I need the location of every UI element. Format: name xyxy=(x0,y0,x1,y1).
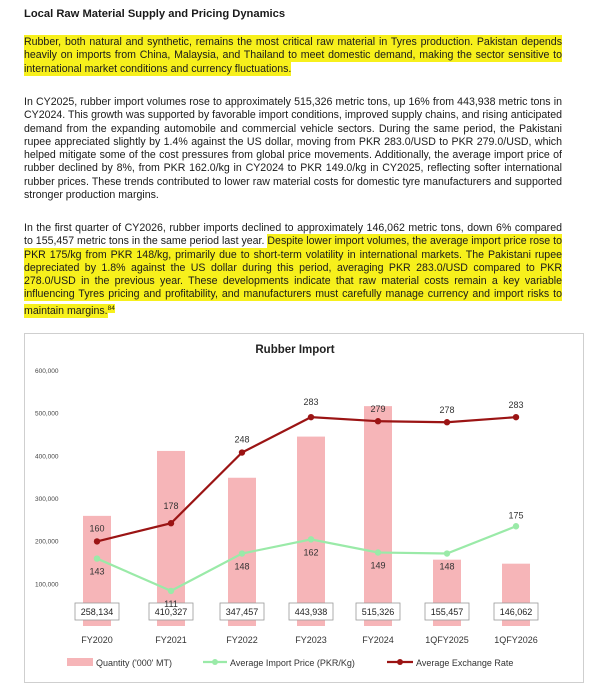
price-label: 148 xyxy=(439,561,455,572)
bar-value-label: 155,457 xyxy=(430,607,464,617)
price-label: 111 xyxy=(164,598,178,609)
exchange-rate-label: 178 xyxy=(163,501,179,512)
price-label: 175 xyxy=(508,510,524,521)
price-point xyxy=(513,523,519,529)
legend-label: Quantity ('000' MT) xyxy=(96,658,172,668)
exchange-rate-point xyxy=(513,414,519,420)
bar xyxy=(364,406,392,626)
price-point xyxy=(375,549,381,555)
bar-value-label: 443,938 xyxy=(294,607,328,617)
rubber-import-chart xyxy=(25,334,585,684)
price-point xyxy=(239,550,245,556)
exchange-rate-point xyxy=(375,418,381,424)
exchange-rate-label: 283 xyxy=(303,397,319,408)
exchange-rate-point xyxy=(94,538,100,544)
exchange-rate-point xyxy=(239,449,245,455)
bar xyxy=(297,437,325,626)
legend-swatch-bar xyxy=(67,658,93,666)
highlighted-text: Despite lower import volumes, the average import price rose to PKR 175/kg from PKR 148/kg, primarily due to short-term volatility in international markets. The Pakistani rupee depreciated by 1.8% against the US dollar during this period, averaging PKR 283.0/USD compared to PKR 278.0/USD in the previous year. These developments indicate that raw material costs remain a key variable influencing Tyres pricing and profitability, and manufacturers must carefully manage currency and import risks to maintain margins. xyxy=(24,235,562,318)
price-label: 148 xyxy=(234,561,250,572)
chart-title: Rubber Import xyxy=(255,344,335,356)
category-label: 1QFY2026 xyxy=(494,635,538,645)
price-label: 143 xyxy=(89,566,105,577)
category-label: FY2020 xyxy=(81,635,113,645)
category-label: 1QFY2025 xyxy=(425,635,469,645)
bar-value-label: 515,326 xyxy=(361,607,395,617)
category-label: FY2022 xyxy=(226,635,258,645)
intro-paragraph xyxy=(24,36,562,76)
legend-marker-price xyxy=(212,659,218,665)
y-tick-label: 300,000 xyxy=(35,496,59,503)
chart-frame xyxy=(24,333,584,683)
bar-value-label: 146,062 xyxy=(499,607,533,617)
section-title: Local Raw Material Supply and Pricing Dynamics xyxy=(24,8,286,20)
exchange-rate-label: 248 xyxy=(234,434,250,445)
cy2025-paragraph: In CY2025, rubber import volumes rose to approximately 515,326 metric tons, up 16% from 443,938 metric tons in CY2024. This growth was supported by favorable import conditions, improved supply chains, and rising anticipated demand from the expanding automobile and commercial vehicle sectors. During the same period, the Pakistani rupee appreciated slightly by 1.4% against the US dollar, moving from PKR 283.0/USD to PKR 279.0/USD, which helped mitigate some of the cost pressures from global price movements. Additionally, the average import price of rubber declined by 8%, from PKR 162.0/kg in CY2024 to PKR 149.0/kg in CY2025, reflecting softer international rubber prices. These trends contributed to lower raw material costs for domestic tyre manufacturers and supported stronger production margins. xyxy=(24,96,562,202)
y-tick-label: 500,000 xyxy=(35,410,59,418)
price-point xyxy=(308,536,314,542)
footnote-ref: 84 xyxy=(107,304,115,312)
highlighted-text: Rubber, both natural and synthetic, remains the most critical raw material in Tyres production. Pakistan depends heavily on imports from China, Malaysia, and Thailand to meet domestic demand, making the sector sensitive to international market conditions and currency fluctuations. xyxy=(24,36,562,75)
category-label: FY2023 xyxy=(295,635,327,645)
bar-value-label: 258,134 xyxy=(80,607,114,617)
category-label: FY2021 xyxy=(155,635,187,645)
y-tick-label: 600,000 xyxy=(35,368,59,375)
bar-value-label: 347,457 xyxy=(225,607,259,617)
category-label: FY2024 xyxy=(362,635,394,645)
legend-label: Average Exchange Rate xyxy=(416,658,514,668)
bar-value-label: 410,327 xyxy=(154,607,188,617)
exchange-rate-label: 160 xyxy=(89,523,105,534)
price-label: 149 xyxy=(370,560,386,571)
exchange-rate-label: 279 xyxy=(370,404,386,415)
exchange-rate-point xyxy=(308,414,314,420)
exchange-rate-label: 283 xyxy=(508,400,524,411)
exchange-rate-point xyxy=(444,419,450,425)
price-label: 162 xyxy=(303,547,319,558)
legend-marker-exchange xyxy=(397,659,403,665)
exchange-rate-point xyxy=(168,520,174,526)
price-point xyxy=(444,550,450,556)
y-tick-label: 200,000 xyxy=(35,538,59,546)
paragraph-text: In the first quarter of CY2026, rubber imports declined to approximately 146,062 metric tons, down 6% compared to 155,457 metric tons in the same period last year. xyxy=(24,222,562,248)
legend-label: Average Import Price (PKR/Kg) xyxy=(230,658,355,668)
y-tick-label: 400,000 xyxy=(35,453,59,461)
price-point xyxy=(168,588,174,594)
q1-cy2026-paragraph xyxy=(24,222,562,319)
y-tick-label: 100,000 xyxy=(35,581,59,589)
price-point xyxy=(94,555,100,561)
exchange-rate-label: 278 xyxy=(439,405,455,416)
